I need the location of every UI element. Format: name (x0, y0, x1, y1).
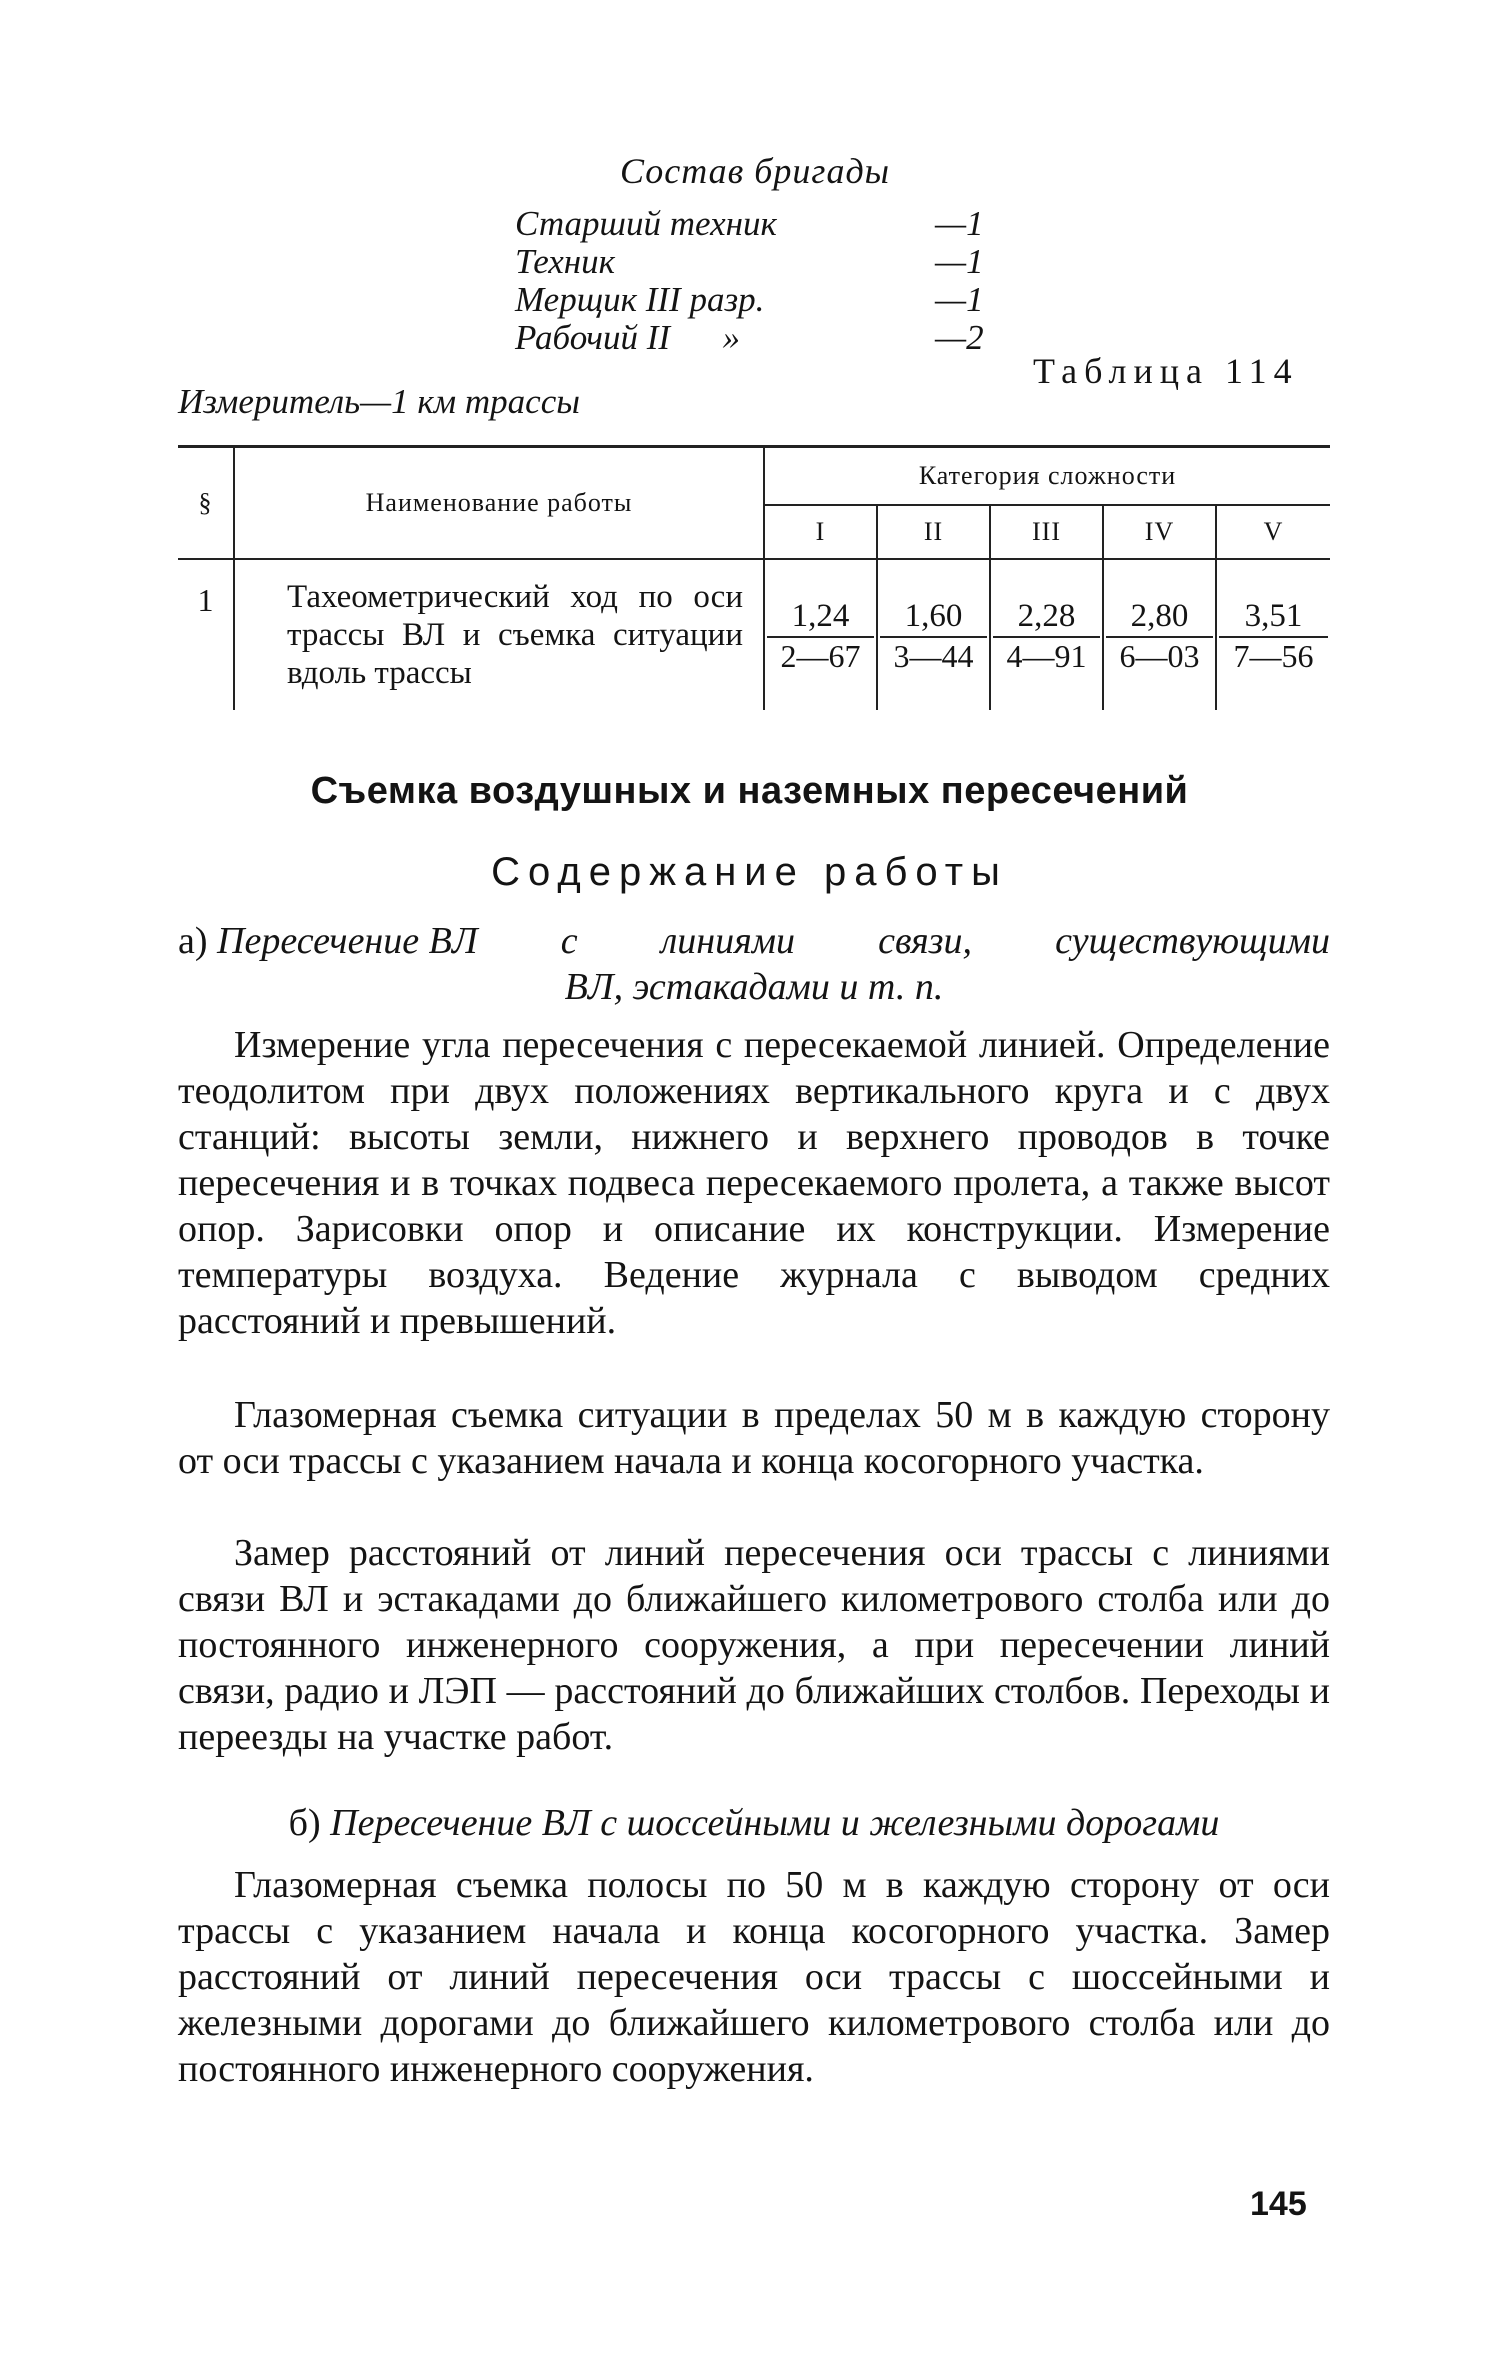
crew-count: —1 (935, 204, 984, 243)
paragraph: Глазомерная съемка полосы по 50 м в каждую сторону от оси трассы с указанием начала и конца косогорного участка. Замер расстояний от линий пересечения оси трассы с шоссейными и железными дорогами до ближайшего километрового столба или до постоянного инженерного сооружения. (178, 1864, 1330, 2090)
crew-role: Старший техник (515, 204, 777, 243)
subsection-a-word: Пересечение ВЛ (217, 920, 478, 962)
cost-value: 7—56 (1219, 636, 1328, 674)
value-cell (1103, 559, 1216, 710)
table-row (178, 559, 1330, 710)
crew-role: Мерщик III разр. (515, 280, 765, 319)
subsection-a-word: линиями (660, 920, 796, 962)
paragraph: Замер расстояний от линий пересечения оси трассы с линиями связи ВЛ и эстакадами до ближайшего километрового столба или до постоянного инженерного сооружения, а при пересечении линий связи, радио и ЛЭП — расстояний до ближайших столбов. Переходы и переезды на участке работ. (178, 1532, 1330, 1758)
col-header-cat-4: IV (1103, 505, 1216, 559)
cost-value: 6—03 (1106, 636, 1213, 674)
value-cell (764, 559, 877, 710)
subsection-a-title-line2: ВЛ, эстакадами и т. п. (564, 966, 944, 1008)
crew-count: —2 (935, 318, 984, 357)
cost-value: 4—91 (993, 636, 1100, 674)
col-header-cat-1: I (764, 505, 877, 559)
table-header-row (178, 447, 1330, 506)
crew-member (515, 243, 1035, 281)
cost-value: 3—44 (880, 636, 987, 674)
subsection-b-marker: б) (288, 1802, 321, 1844)
norm-value: 1,24 (791, 598, 850, 634)
value-cell (1216, 559, 1330, 710)
subsection-b-title: Пересечение ВЛ с шоссейными и железными дорогами (330, 1802, 1220, 1844)
crew-count: —1 (935, 242, 984, 281)
section-title: Съемка воздушных и наземных пересечений (310, 770, 1189, 812)
norm-value: 2,28 (1017, 598, 1076, 634)
col-header-cat-3: III (990, 505, 1103, 559)
crew-role: Техник (515, 242, 616, 281)
col-header-name: Наименование работы (234, 447, 764, 560)
crew-title: Состав бригады (620, 151, 891, 191)
col-header-cat-2: II (877, 505, 990, 559)
subsection-a-word: существующими (1055, 920, 1330, 962)
col-header-category: Категория сложности (764, 447, 1330, 506)
row-name: Тахеометрический ход по оси трассы ВЛ и съемка ситуации вдоль трассы (234, 559, 764, 710)
value-cell (877, 559, 990, 710)
subsection-a-word: связи, (878, 920, 973, 962)
page-number: 145 (1250, 2185, 1307, 2223)
paragraph: Глазомерная съемка ситуации в пределах 50 м в каждую сторону от оси трассы с указанием начала и конца косогорного участка. (178, 1394, 1330, 1482)
crew-member (515, 319, 1035, 357)
subsection-a-heading (178, 918, 1330, 1010)
col-header-cat-5: V (1216, 505, 1330, 559)
subsection-a-word: с (560, 920, 578, 962)
subsection-a-marker: а) (178, 920, 208, 962)
content-title: Содержание работы (491, 850, 1008, 894)
crew-member (515, 205, 1035, 243)
crew-list (515, 205, 1035, 357)
subsection-b-heading (178, 1800, 1330, 1846)
norm-table (178, 445, 1330, 710)
crew-count: —1 (935, 280, 984, 319)
paragraph: Измерение угла пересечения с пересекаемой линией. Определение теодолитом при двух положениях вертикального круга и с двух станций: высоты земли, нижнего и верхнего проводов в точке пересечения и в точках подвеса пересекаемого пролета, а также высот опор. Зарисовки опор и описание их конструкции. Измерение температуры воздуха. Ведение журнала с выводом средних расстояний и превышений. (178, 1024, 1330, 1342)
crew-member (515, 281, 1035, 319)
cost-value: 2—67 (767, 636, 874, 674)
norm-value: 3,51 (1244, 598, 1303, 634)
row-number: 1 (178, 559, 234, 710)
measure-unit: Измеритель—1 км трассы (178, 382, 580, 421)
col-header-number: § (178, 447, 234, 560)
table-label: Таблица 114 (1033, 351, 1299, 391)
norm-value: 1,60 (904, 598, 963, 634)
crew-role: Рабочий II » (515, 318, 741, 357)
value-cell (990, 559, 1103, 710)
norm-value: 2,80 (1130, 598, 1189, 634)
